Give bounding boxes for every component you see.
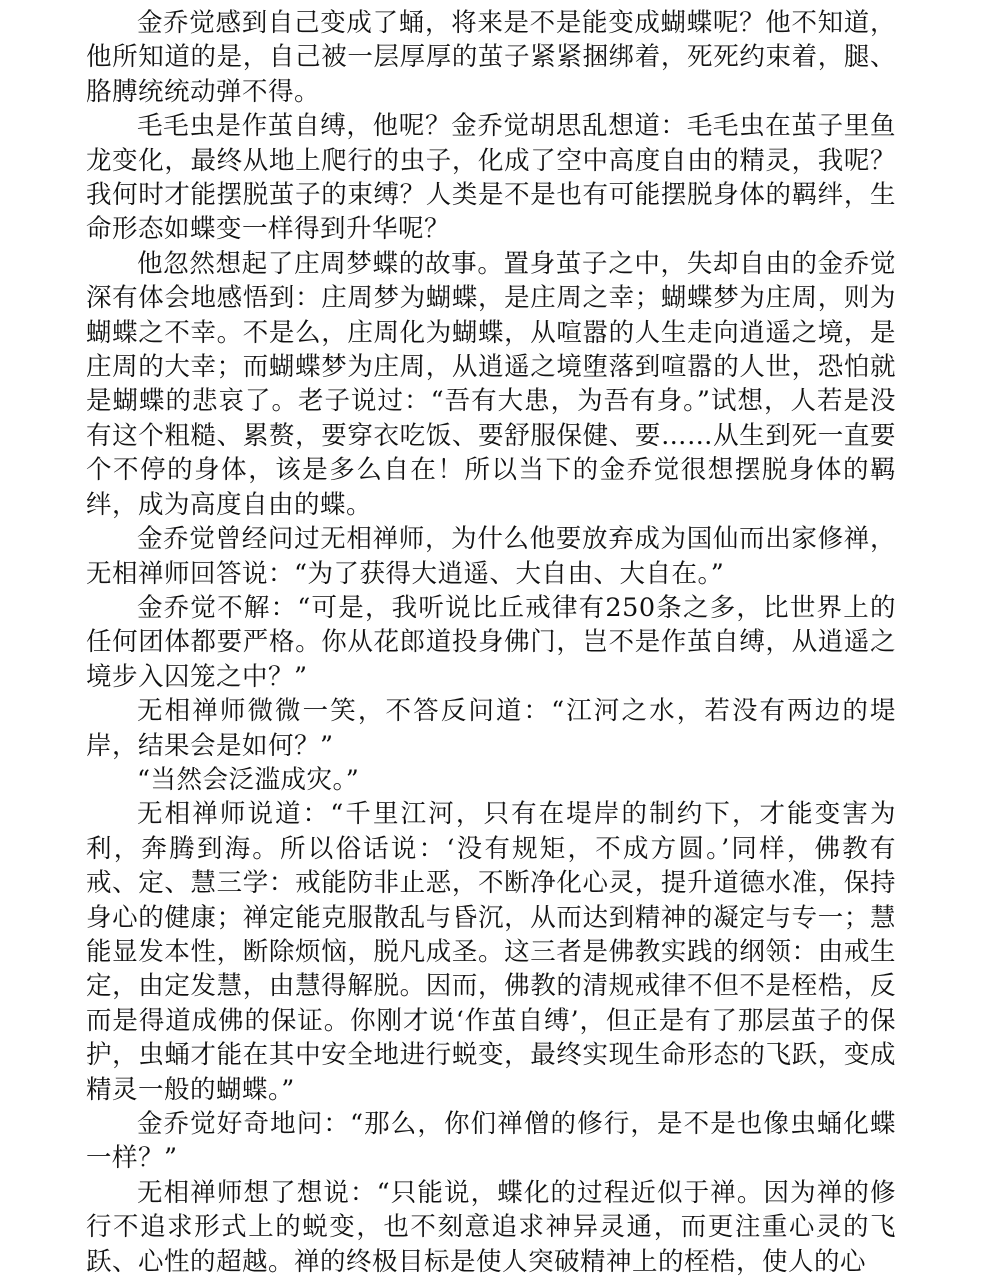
paragraph: 金乔觉感到自己变成了蛹，将来是不是能变成蝴蝶呢？他不知道，他所知道的是，自己被一层厚厚的茧子紧紧捆绑着，死死约束着，腿、胳膊统统动弹不得。	[86, 8, 896, 107]
paragraph: 无相禅师说道：“千里江河，只有在堤岸的制约下，才能变害为利，奔腾到海。所以俗话说：‘没有规矩，不成方圆。’同样，佛教有戒、定、慧三学：戒能防非止恶，不断净化心灵，提升道德水准，保持身心的健康；禅定能克服散乱与昏沉，从而达到精神的凝定与专一；慧能显发本性，断除烦恼，脱凡成圣。这三者是佛教实践的纲领：由戒生定，由定发慧，由慧得解脱。因而，佛教的清规戒律不但不是桎梏，反而是得道成佛的保证。你刚才说‘作茧自缚’，但正是有了那层茧子的保护，虫蛹才能在其中安全地进行蜕变，最终实现生命形态的飞跃，变成精灵一般的蝴蝶。”	[86, 799, 896, 1105]
paragraph: 他忽然想起了庄周梦蝶的故事。置身茧子之中，失却自由的金乔觉深有体会地感悟到：庄周梦为蝴蝶，是庄周之幸；蝴蝶梦为庄周，则为蝴蝶之不幸。不是么，庄周化为蝴蝶，从喧嚣的人生走向逍遥之境，是庄周的大幸；而蝴蝶梦为庄周，从逍遥之境堕落到喧嚣的人世，恐怕就是蝴蝶的悲哀了。老子说过：“吾有大患，为吾有身。”试想，人若是没有这个粗糙、累赘，要穿衣吃饭、要舒服保健、要……从生到死一直要个不停的身体，该是多么自在！所以当下的金乔觉很想摆脱身体的羁绊，成为高度自由的蝶。	[86, 248, 896, 520]
document-page	[86, 6, 896, 1279]
paragraph: 无相禅师微微一笑，不答反问道：“江河之水，若没有两边的堤岸，结果会是如何？”	[86, 696, 896, 761]
paragraph: 金乔觉不解：“可是，我听说比丘戒律有250条之多，比世界上的任何团体都要严格。你从花郎道投身佛门，岂不是作茧自缚，从逍遥之境步入囚笼之中？”	[86, 592, 896, 692]
paragraph: 金乔觉好奇地问：“那么，你们禅僧的修行，是不是也像虫蛹化蝶一样？”	[86, 1109, 896, 1174]
paragraph: 毛毛虫是作茧自缚，他呢？金乔觉胡思乱想道：毛毛虫在茧子里鱼龙变化，最终从地上爬行的虫子，化成了空中高度自由的精灵，我呢？我何时才能摆脱茧子的束缚？人类是不是也有可能摆脱身体的羁绊，生命形态如蝶变一样得到升华呢？	[86, 111, 896, 245]
paragraph: 无相禅师想了想说：“只能说，蝶化的过程近似于禅。因为禅的修行不追求形式上的蜕变，也不刻意追求神异灵通，而更注重心灵的飞跃、心性的超越。禅的终极目标是使人突破精神上的桎梏，使人的心	[86, 1177, 896, 1277]
paragraph: 金乔觉曾经问过无相禅师，为什么他要放弃成为国仙而出家修禅，无相禅师回答说：“为了获得大逍遥、大自由、大自在。”	[86, 524, 896, 589]
paragraph: “当然会泛滥成灾。”	[137, 764, 360, 795]
